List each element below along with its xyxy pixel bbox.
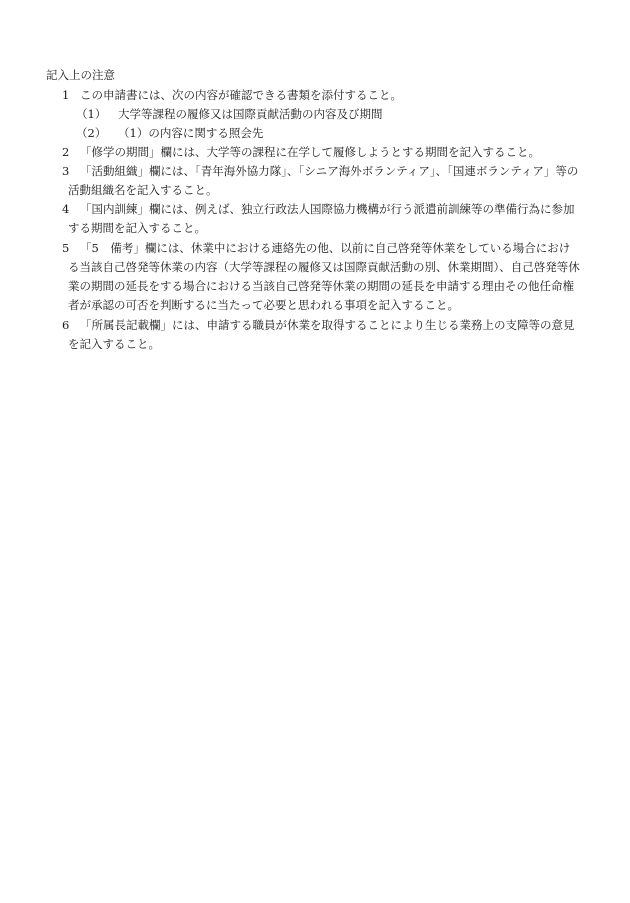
item-text: 「所属長記載欄」には、申請する職員が休業を取得することにより生じる業務上の支障等の意見 [80, 318, 575, 332]
item-text-continued: を記入すること。 [68, 337, 160, 351]
item-text-continued: 業の期間の延長をする場合における当該自己啓発等休業の期間の延長を申請する理由その他任命権 [68, 279, 574, 293]
item-number: 4 [62, 202, 70, 216]
item-text: 「活動組織」欄には、「青年海外協力隊」、「シニア海外ボランティア」、「国連ボランティア」等の [80, 164, 579, 178]
item-text-continued: 活動組織名を記入すること。 [68, 183, 218, 197]
item-text-continued: する期間を記入すること。 [68, 221, 206, 235]
subitem-text: 大学等課程の履修又は国際貢献活動の内容及び期間 [118, 107, 383, 121]
subitem-number: （1） [76, 107, 107, 121]
item-text: 「修学の期間」欄には、大学等の課程に在学して履修しようとする期間を記入すること。 [80, 145, 540, 159]
item-number: 6 [62, 318, 70, 332]
item-text-continued: 者が承認の可否を判断するに当たって必要と思われる事項を記入すること。 [68, 298, 459, 312]
item-text: 「5 備考」欄には、休業中における連絡先の他、以前に自己啓発等休業をしている場合におけ [80, 241, 571, 255]
item-number: 1 [62, 88, 70, 102]
item-number: 3 [62, 164, 70, 178]
item-text: 「国内訓練」欄には、例えば、独立行政法人国際協力機構が行う派遣前訓練等の準備行為に参加 [80, 202, 575, 216]
section-heading: 記入上の注意 [46, 68, 115, 82]
subitem-number: （2） [76, 126, 107, 140]
subitem-text: （1）の内容に関する照会先 [118, 126, 264, 140]
item-text: この申請書には、次の内容が確認できる書類を添付すること。 [80, 88, 402, 102]
item-text-continued: る当該自己啓発等休業の内容（大学等課程の履修又は国際貢献活動の別、休業期間）、自己啓発等休 [68, 260, 580, 274]
item-number: 5 [62, 241, 70, 255]
item-number: 2 [62, 145, 70, 159]
